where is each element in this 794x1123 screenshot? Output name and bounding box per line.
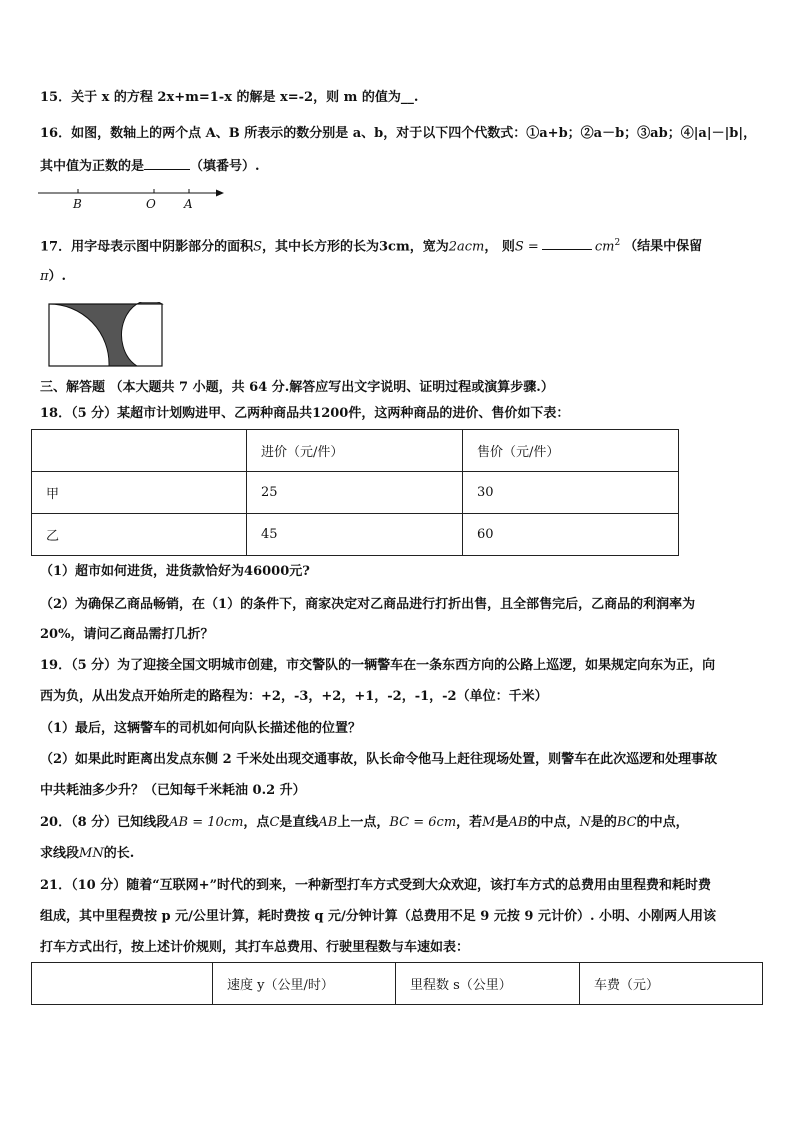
question-19-part2-line2: 中共耗油多少升？（已知每千米耗油 0.2 升） bbox=[40, 783, 306, 798]
table-header-row bbox=[32, 430, 679, 472]
q17-s-equals: S = bbox=[514, 239, 539, 255]
q20-segment-bc: BC bbox=[616, 815, 637, 830]
q20-segment-ab: AB bbox=[508, 815, 528, 830]
question-17-line1 bbox=[40, 234, 702, 256]
table-header-cell: 速度 y（公里/时） bbox=[213, 963, 396, 1005]
question-20-line1 bbox=[40, 814, 689, 832]
question-20-line2 bbox=[40, 845, 134, 863]
number-line-arrow bbox=[216, 190, 224, 197]
table-cell: 乙 bbox=[32, 514, 247, 556]
q17-text-b: ，其中长方形的长为3cm，宽为 bbox=[262, 239, 449, 255]
q17-var-s: S bbox=[253, 239, 262, 255]
question-18-part2-line2: 20%，请问乙商品需打几折？ bbox=[40, 627, 214, 642]
label-b: B bbox=[73, 197, 82, 211]
q20-text-f: 是 bbox=[495, 815, 509, 830]
q20-line-ab: AB bbox=[318, 815, 338, 830]
label-a: A bbox=[184, 197, 193, 211]
table-cell: 25 bbox=[247, 472, 463, 514]
q20-bc-length: BC = 6cm bbox=[389, 815, 457, 830]
question-21-line2: 组成，其中里程费按 p 元/公里计算，耗时费按 q 元/分钟计算（总费用不足 9 元按 9 元计价）. 小明、小刚两人用该 bbox=[40, 909, 717, 924]
q17-unit: cm bbox=[594, 239, 615, 255]
q20-segment-mn: MN bbox=[79, 846, 104, 861]
question-17-line2 bbox=[40, 268, 66, 286]
q20-text-k: 的长. bbox=[103, 846, 135, 861]
question-19-line2: 西为负，从出发点开始所走的路程为：+2，-3，+2，+1，-2，-1，-2（单位：千米） bbox=[40, 689, 548, 704]
q20-text-a: 20．（8 分）已知线段 bbox=[40, 815, 170, 830]
table-header-cell: 售价（元/件） bbox=[463, 430, 679, 472]
table-18 bbox=[31, 429, 679, 556]
q17-pi: π bbox=[40, 269, 49, 284]
q20-text-h: 是的 bbox=[590, 815, 617, 830]
q20-text-g: 的中点， bbox=[527, 815, 580, 830]
q20-text-e: ，若 bbox=[456, 815, 483, 830]
q17-width-expr: 2acm bbox=[448, 239, 485, 255]
table-21 bbox=[31, 962, 763, 1005]
q20-text-c: 是直线 bbox=[279, 815, 319, 830]
question-19-part1: （1）最后，这辆警车的司机如何向队长描述他的位置？ bbox=[40, 721, 362, 736]
q20-point-c: C bbox=[269, 815, 280, 830]
label-o: O bbox=[146, 197, 156, 211]
number-line-figure bbox=[36, 185, 228, 209]
table-row bbox=[32, 472, 679, 514]
question-19-line1: 19．（5 分）为了迎接全国文明城市创建，市交警队的一辆警车在一条东西方向的公路上巡逻，如果规定向东为正，向 bbox=[40, 658, 716, 673]
q20-ab-length: AB = 10cm bbox=[169, 815, 244, 830]
question-18-part2-line1: （2）为确保乙商品畅销，在（1）的条件下，商家决定对乙商品进行打折出售，且全部售完后，乙商品的利润率为 bbox=[40, 597, 696, 612]
shaded-region bbox=[49, 302, 162, 366]
table-cell: 45 bbox=[247, 514, 463, 556]
question-21-line3: 打车方式出行，按上述计价规则，其打车总费用、行驶里程数与车速如表： bbox=[40, 940, 470, 955]
shaded-area-figure bbox=[47, 302, 165, 370]
q20-point-n: N bbox=[579, 815, 591, 830]
answer-blank bbox=[144, 156, 190, 170]
question-18: 18．（5 分）某超市计划购进甲、乙两种商品共1200件，这两种商品的进价、售价如下表： bbox=[40, 406, 570, 421]
question-19-part2-line1: （2）如果此时距离出发点东侧 2 千米处出现交通事故，队长命令他马上赶往现场处置，则警车在此次巡逻和处理事故 bbox=[40, 752, 718, 767]
q20-text-i: 的中点， bbox=[636, 815, 689, 830]
question-21-line1: 21．（10 分）随着“互联网+”时代的到来，一种新型打车方式受到大众欢迎，该打车方式的总费用由里程费和耗时费 bbox=[40, 878, 712, 893]
table-cell: 60 bbox=[463, 514, 679, 556]
q16-text-a: 其中值为正数的是 bbox=[40, 159, 145, 174]
table-header-cell: 车费（元） bbox=[580, 963, 763, 1005]
q20-text-d: 上一点， bbox=[337, 815, 390, 830]
table-header-cell bbox=[32, 963, 213, 1005]
q17-text-c: ， 则 bbox=[484, 239, 515, 255]
table-header-cell: 进价（元/件） bbox=[247, 430, 463, 472]
question-16-line1: 16．如图，数轴上的两个点 A、B 所表示的数分别是 a、b，对于以下四个代数式：①a+b；②a－b；③ab；④|a|－|b|， bbox=[40, 126, 757, 141]
table-cell: 甲 bbox=[32, 472, 247, 514]
q16-text-b: （填番号）. bbox=[190, 159, 260, 174]
q20-point-m: M bbox=[482, 815, 496, 830]
table-header-row bbox=[32, 963, 763, 1005]
question-15: 15．关于 x 的方程 2x+m=1-x 的解是 x=-2，则 m 的值为__. bbox=[40, 90, 419, 105]
section-3-heading: 三、解答题 （本大题共 7 小题，共 64 分.解答应写出文字说明、证明过程或演算步骤.） bbox=[40, 380, 554, 395]
table-header-cell bbox=[32, 430, 247, 472]
table-header-cell: 里程数 s（公里） bbox=[396, 963, 580, 1005]
q17-text-d: （结果中保留 bbox=[624, 239, 703, 255]
q17-text-a: 17．用字母表示图中阴影部分的面积 bbox=[40, 239, 254, 255]
q17-text-e: ）. bbox=[48, 269, 67, 284]
q20-text-b: ，点 bbox=[243, 815, 270, 830]
q20-text-j: 求线段 bbox=[40, 846, 80, 861]
question-18-part1: （1）超市如何进货，进货款恰好为46000元? bbox=[40, 564, 310, 579]
answer-blank bbox=[542, 236, 592, 250]
question-16-line2 bbox=[40, 156, 260, 176]
table-cell: 30 bbox=[463, 472, 679, 514]
table-row bbox=[32, 514, 679, 556]
q17-unit-sup: 2 bbox=[614, 238, 621, 248]
